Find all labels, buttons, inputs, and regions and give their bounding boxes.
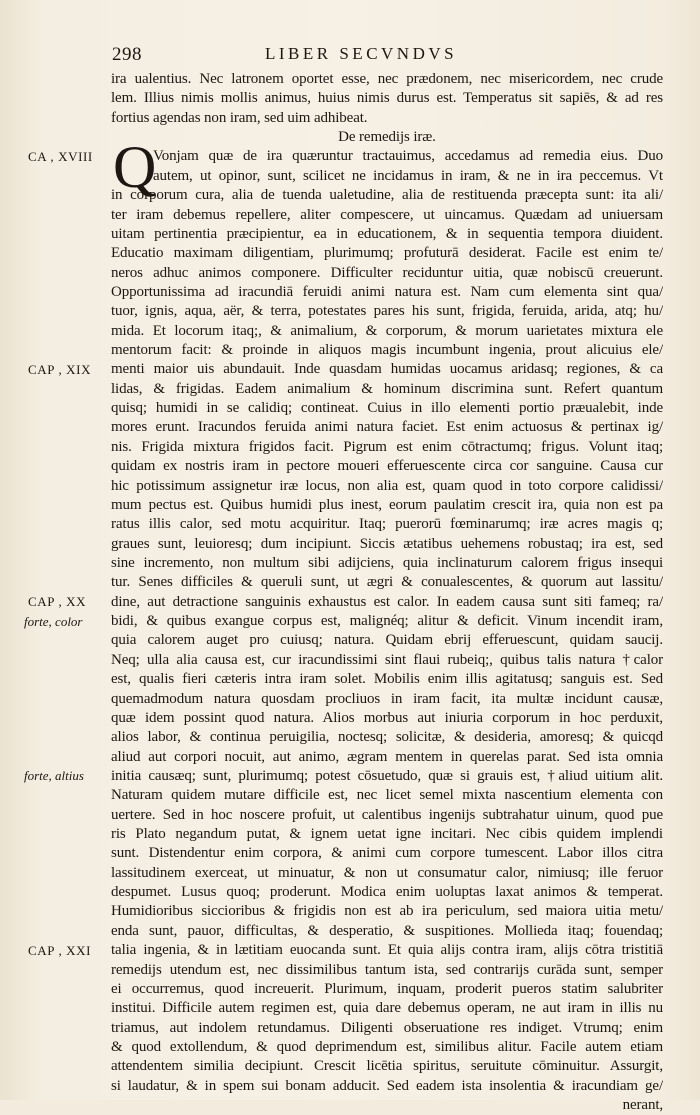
text-line: mentorum facit: & proinde in aliquos magis incumbunt ingenia, prout alicuius ele/: [111, 342, 663, 359]
text-line: quisq; humidi in se calidiq; contineat. Cuius in illo elementi portio præualebit, inde: [111, 400, 663, 417]
text-line: si laudatur, & in spem sui bonam adducit. Sed eadem ista insolentia & iracundiam ge/: [111, 1077, 663, 1094]
text-line: autem, ut opinor, sunt, scilicet ne incidamus in iram, & ne in ira peccemus. Vt: [153, 167, 663, 184]
text-line: & quod extollendum, & quod deprimendum est, similibus alitur. Facile autem etiam: [111, 1038, 663, 1055]
text-line: initia causæq; sunt, plurimumq; potest cōsuetudo, quæ si grauis est, †aliud uitium alit.: [111, 767, 663, 784]
text-line: bidi, & quibus exangue corpus est, malignéq; alitur & deficit. Vinum incendit iram,: [111, 613, 663, 630]
text-line: quemadmodum natura quosdam procliuos in iram facit, ita multæ incidunt causæ,: [111, 690, 663, 707]
text-line: ira ualentius. Nec latronem oportet esse, nec prædonem, nec misericordem, nec crude: [111, 71, 663, 87]
text-line: lidas, & frigidas. Eadem animalium & hominum discrimina sunt. Refert quantum: [111, 380, 663, 397]
page-header: [0, 44, 700, 68]
text-line: menti maior uis abundauit. Inde quasdam humidas uocamus aridasq; regiones, & ca: [111, 361, 663, 378]
text-line: lassitudinem exerceat, ut minuatur, & non ut consumatur calor, nimiusq; ille feruor: [111, 864, 663, 881]
text-line: institui. Difficile autem regimen est, quia dare debemus operam, ne aut iram in illis nu: [111, 1000, 663, 1017]
margin-note-forte-color: forte, color: [24, 614, 83, 629]
text-line: mida. Et locorum itaq;, & animalium, & corporum, & morum uarietates mixtura ele: [111, 322, 663, 339]
text-line: despumet. Lusus quoq; proderunt. Modica enim uoluptas laxat animos & temperat.: [111, 884, 663, 901]
text-line: sine incremento, non multum sibi adijciens, quia inclinaturum calorem frigus insequi: [111, 554, 663, 571]
text-line: neros adhuc animos componere. Difficulter reciduntur uitia, quæ nobiscū creuerunt.: [111, 264, 663, 281]
text-line: fortius agendas non iram, sed uim adhibeat.: [111, 109, 368, 126]
drop-capital: Q: [113, 134, 157, 200]
text-line: graues sunt, leuioresq; dum incipiunt. Siccis ætatibus uehemens robustaq; ira est, sed: [111, 535, 663, 552]
text-line: mores erunt. Iracundos feruida animi natura faciet. Est enim actuosus & pertinax ig/: [111, 419, 663, 436]
text-line: dine, aut detractione sanguinis exhaustus est calor. In eadem causa sunt siti fameq; ra/: [111, 593, 663, 610]
text-line: ris Plato negandum putat, & ignem uetat igne incitari. Nec cibis quidem implendi: [111, 826, 663, 843]
page-number: 298: [112, 44, 142, 65]
text-line: remedijs utendum est, nec dissimilibus tantum ista, sed contrarijs curāda sunt, semper: [111, 961, 663, 978]
text-line: Opportunissima ad iracundiā feruidi animi natura est. Nam cum elementa sint qua/: [111, 283, 663, 300]
text-line: talia ingenia, & in lætitiam euocanda sunt. Et quia alijs contra iram, alijs cōtra tristitiā: [111, 942, 663, 959]
text-line: quidam ex nostris iram in pectore moueri efferuescente circa cor sanguine. Causa cur: [111, 458, 663, 475]
text-line: Naturam quidem mutare difficile est, nec licet semel mixta nascentium elementa con: [111, 787, 663, 804]
margin-note-cap-21: CAP , XXI: [28, 943, 92, 958]
text-line: uertere. Sed in hoc noscere profuit, ut calentibus ingenijs subtrahatur uinum, quod pue: [111, 806, 663, 823]
text-line: alios labor, & continua peruigilia, noctesq; solicitæ, & desideria, amoresq; & quicqd: [111, 729, 663, 746]
text-line: attendentem similia decipiunt. Crescit licētia spiritus, seruitute cōminuitur. Assurgit,: [111, 1058, 663, 1075]
text-line: enda sunt, pauor, difficultas, & desperatio, & suspitiones. Mollieda itaq; fouendaq;: [111, 922, 663, 939]
text-line: uitam pertinentia præcipientur, ea in educationem, & in sequentia tempora diuident.: [111, 225, 663, 242]
margin-note-cap-19: CAP , XIX: [28, 362, 92, 377]
section-heading: De remedijs iræ.: [338, 129, 436, 146]
text-line: triamus, aut indolem retundamus. Diligenti obseruatione res indiget. Vtrumq; enim: [111, 1019, 663, 1036]
text-line: in corporum cura, alia de tuenda ualetudine, alia de restituenda præcepta sunt: ita ali/: [111, 187, 663, 204]
margin-note-forte-altius: forte, altius: [24, 768, 84, 783]
running-title: LIBER SECVNDVS: [265, 44, 458, 63]
text-line: Educatio maximam diligentiam, plurimumq; profuturā desiderat. Facile est enim te/: [111, 245, 663, 262]
text-line: ei occurremus, quod increuerit. Plurimum, inquam, proderit pueros statim salubriter: [111, 980, 663, 997]
text-line: Neq; ulla alia causa est, cur iracundissimi sint flaui rubeiq;, quibus talis natura †calor: [111, 651, 663, 668]
text-line: sunt. Distendentur enim corpora, & animi cum corpore tumescent. Labor illos citra: [111, 845, 663, 862]
text-line: quæ idem possint quod natura. Alios morbus aut iniuria corporum in hoc perduxit,: [111, 709, 663, 726]
catchword: nerant,: [622, 1097, 663, 1114]
text-line: nis. Frigida mixtura frigidos facit. Pigrum est enim cōtractumq; frigus. Volunt itaq;: [111, 438, 663, 455]
margin-note-cap-20: CAP , XX: [28, 594, 87, 609]
text-line: hic potissimum assignetur iræ locus, non alia est, quam quod in toto corpore calidissi/: [111, 477, 663, 494]
text-line: Humidioribus siccioribus & frigidis non est ab ira periculum, sed maiora uitia metu/: [111, 903, 663, 920]
text-line: aliud aut corpori nocuit, aut animo, ægram mentem in querelas parat. Sed ista omnia: [111, 748, 663, 765]
text-line: Vonjam quæ de ira quæruntur tractauimus, accedamus ad remedia eius. Duo: [153, 148, 663, 165]
text-line: ter iram debemus repellere, aliter compescere, ut uincamus. Quædam ad uniuersam: [111, 206, 663, 223]
text-line: ratus illis calor, sed motu acquiritur. Itaq; puerorū fœminarumq; iræ acres magis q;: [111, 516, 663, 533]
text-line: quia calorem auget pro cuiusq; natura. Quidam ebrij efferuescunt, quidam saucij.: [111, 632, 663, 649]
text-line: tuor, ignis, aqua, aër, & terra, potestates pares his sunt, frigida, feruida, arida, atq; hu/: [111, 303, 663, 320]
text-line: mum pectus est. Quibus humidi plus inest, eorum paulatim crescit ira, quia non est pa: [111, 496, 663, 513]
text-line: lem. Illius nimis mollis animus, huius nimis durus est. Temperatus sit sapiēs, & ad res: [111, 90, 663, 107]
text-line: est, qualis fieri cæteris intra iram solet. Mobilis enim illis agitatusq; sanguis est. Sed: [111, 671, 663, 688]
body-text: [111, 70, 663, 1115]
margin-note-cap-18: CA , XVIII: [28, 149, 93, 164]
text-line: tur. Senes difficiles & queruli sunt, ut ægri & conualescentes, & quorum aut lassitu/: [111, 574, 663, 591]
